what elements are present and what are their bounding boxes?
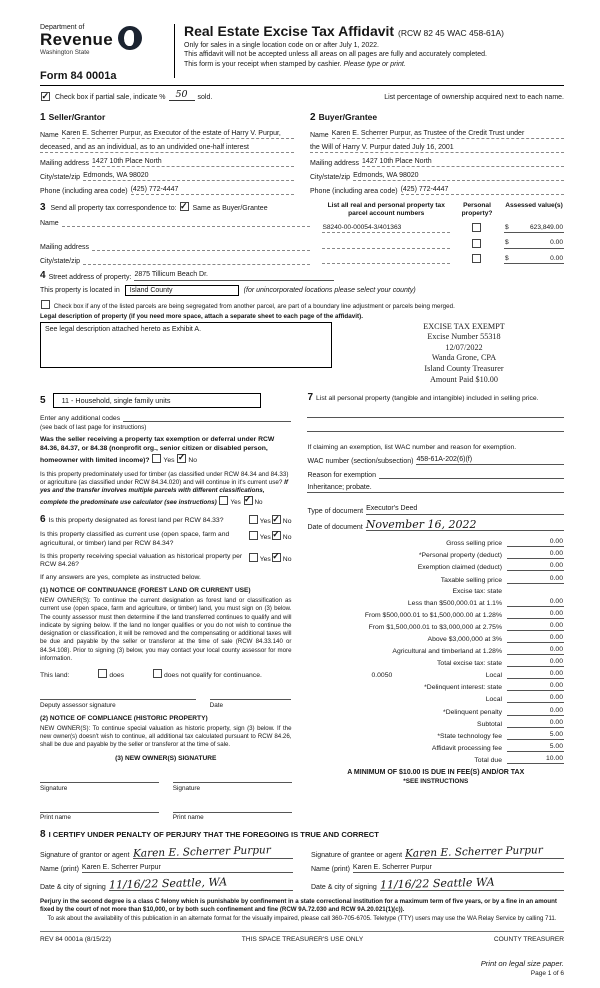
deputy-date-label: Date bbox=[209, 701, 224, 709]
correspondence-section bbox=[40, 202, 310, 265]
total-due-label: Total due bbox=[474, 756, 502, 764]
yes-label: Yes bbox=[259, 533, 271, 541]
title-text: Real Estate Excise Tax Affidavit bbox=[184, 23, 395, 39]
ownership-note: List percentage of ownership acquired next to each name. bbox=[384, 94, 564, 101]
stamp-exempt-line: EXCISE TAX EXEMPT bbox=[423, 321, 505, 331]
seller-title: Seller/Grantor bbox=[48, 112, 106, 122]
seller-phone-input[interactable]: (425) 772-4447 bbox=[131, 186, 294, 196]
exemption-claim-note: If claiming an exemption, list WAC number and reason for exemption. bbox=[307, 444, 517, 452]
footer-row bbox=[40, 931, 564, 943]
correspondence-city-label: City/state/zip bbox=[40, 257, 81, 265]
county-treasurer-label: COUNTY TREASURER bbox=[493, 935, 564, 943]
no-label: No bbox=[282, 533, 292, 541]
same-as-buyer-checkbox[interactable] bbox=[180, 202, 189, 211]
historic-no-checkbox[interactable] bbox=[272, 553, 281, 562]
legal-description-label: Legal description of property bbox=[40, 312, 128, 320]
located-in-label: This property is located in bbox=[40, 286, 120, 294]
section7-number: 7 bbox=[307, 392, 314, 404]
header-note-1: Only for sales in a single location code on or after July 1, 2022. bbox=[184, 41, 379, 49]
assessed-value-input[interactable] bbox=[504, 255, 564, 265]
print-legal-note: Print on legal size paper. bbox=[480, 958, 564, 968]
this-land-label: This land: bbox=[40, 672, 70, 680]
exemption-yes-checkbox[interactable] bbox=[152, 454, 161, 463]
parcel-row bbox=[322, 239, 564, 249]
current-use-no-checkbox[interactable] bbox=[272, 531, 281, 540]
certification-section bbox=[40, 830, 564, 891]
does-not-label: does not qualify for continuance. bbox=[164, 672, 262, 680]
header-note-3-text: This form is your receipt when stamped by cashier. bbox=[184, 60, 344, 68]
seller-name-input[interactable]: Karen E. Scherrer Purpur, as Executor of the estate of Harry V. Purpur, bbox=[62, 130, 294, 140]
current-use-question bbox=[40, 531, 291, 549]
minimum-due-note: A MINIMUM OF $10.00 IS DUE IN FEE(S) AND/OR TAX bbox=[347, 768, 525, 776]
timber-question-bold-text: If yes and the transfer involves multiple parcels with different classifications, complete the predominate use calculator (see instructions) bbox=[40, 479, 288, 506]
buyer-section bbox=[310, 102, 564, 195]
if-yes-note: If any answers are yes, complete as instructed below. bbox=[40, 574, 201, 582]
local-rate-row bbox=[307, 670, 564, 679]
fee-row bbox=[307, 682, 564, 691]
dollar-sign: $ bbox=[505, 223, 509, 231]
fee-row bbox=[307, 538, 564, 547]
fee-row bbox=[307, 622, 564, 631]
deputy-assessor-row bbox=[40, 689, 291, 709]
buyer-mailing-label: Mailing address bbox=[310, 160, 360, 167]
parcel-col-header: List all real and personal property tax parcel account numbers bbox=[327, 202, 445, 217]
certification-text: I CERTIFY UNDER PENALTY OF PERJURY THAT THE FOREGOING IS TRUE AND CORRECT bbox=[48, 830, 379, 840]
fee-row bbox=[307, 610, 564, 619]
alternate-format-notice: To ask about the availability of this publication in an alternate format for the visually impaired, please call 360-705-6705. Teletype (TTY) users may use the WA Relay Service by calling 711. bbox=[47, 915, 557, 923]
does-not-checkbox[interactable] bbox=[153, 669, 162, 678]
page-title bbox=[184, 24, 504, 39]
fee-label: Agricultural and timberland at 1.28% bbox=[392, 648, 502, 656]
parcel-number-input[interactable] bbox=[322, 255, 450, 265]
property-section bbox=[40, 271, 564, 386]
reason-exemption-label: Reason for exemption bbox=[307, 472, 376, 480]
correspondence-mailing-label: Mailing address bbox=[40, 243, 90, 251]
page-number: Page 1 of 6 bbox=[530, 969, 564, 977]
grantor-signature-label: Signature of grantor or agent bbox=[40, 852, 130, 860]
deputy-signature-input[interactable] bbox=[40, 689, 196, 700]
owner1-printname-input[interactable] bbox=[40, 802, 159, 813]
fee-value-input[interactable]: 0.00 bbox=[507, 550, 564, 559]
deputy-signature-label: Deputy assessor signature bbox=[40, 701, 116, 709]
fee-label: Gross selling price bbox=[446, 540, 502, 548]
certification-heading bbox=[40, 830, 564, 840]
section7-heading bbox=[307, 393, 564, 404]
correspondence-mailing-input[interactable] bbox=[92, 241, 310, 251]
fee-label: Local bbox=[485, 672, 502, 680]
buyer-city-label: City/state/zip bbox=[310, 174, 351, 181]
stamp-amount-paid: Amount Paid $10.00 bbox=[429, 374, 498, 384]
washington-profile-icon bbox=[118, 26, 142, 50]
partial-percent-input[interactable]: 50 bbox=[169, 89, 195, 101]
grantor-signature-block bbox=[40, 840, 293, 891]
buyer-phone-input[interactable]: (425) 772-4447 bbox=[401, 186, 564, 196]
grantee-signature-input[interactable] bbox=[404, 844, 564, 861]
fee-value-input[interactable]: 0.00 bbox=[507, 538, 564, 547]
fee-row bbox=[307, 646, 564, 655]
parcel-table bbox=[322, 202, 564, 265]
wac-number-input[interactable]: 458-61A-202(6)(f) bbox=[416, 456, 564, 466]
fee-row bbox=[307, 598, 564, 607]
left-column bbox=[40, 393, 291, 821]
fee-label: *State technology fee bbox=[437, 732, 502, 740]
fee-row bbox=[307, 658, 564, 667]
header-note-2: This affidavit will not be accepted unless all areas on all pages are fully and accurately completed. bbox=[184, 51, 487, 59]
forest-yes-checkbox[interactable] bbox=[249, 515, 258, 524]
see-instructions-note: *SEE INSTRUCTIONS bbox=[403, 777, 469, 785]
signature-label: Signature bbox=[40, 784, 68, 792]
owner1-signature-input[interactable] bbox=[40, 772, 159, 783]
fee-label: Above $3,000,000 at 3% bbox=[427, 636, 502, 644]
fee-value-input[interactable]: 0.00 bbox=[507, 575, 564, 584]
fee-value-input[interactable]: 0.00 bbox=[507, 658, 564, 667]
no-label: No bbox=[282, 518, 292, 526]
assessed-amount: 623,849.00 bbox=[529, 223, 563, 231]
seller-phone-label: Phone (including area code) bbox=[40, 188, 128, 195]
partial-sale-row bbox=[40, 89, 564, 101]
seller-heading bbox=[40, 107, 294, 125]
header-title-block bbox=[184, 24, 504, 69]
assessed-amount: 0.00 bbox=[550, 254, 563, 262]
land-qualify-row bbox=[40, 669, 291, 679]
grantor-printname-input[interactable]: Karen E. Scherrer Purpur bbox=[82, 864, 293, 874]
print-name-label: Print name bbox=[40, 814, 71, 822]
fee-label: *Personal property (deduct) bbox=[418, 552, 502, 560]
dollar-sign: $ bbox=[505, 239, 509, 247]
grantee-printname-label: Name (print) bbox=[311, 866, 350, 874]
reason-exemption-input[interactable] bbox=[379, 470, 564, 480]
parcel-row bbox=[322, 223, 564, 233]
buyer-mailing-input[interactable]: 1427 10th Place North bbox=[362, 158, 564, 168]
buyer-name-label: Name bbox=[310, 132, 329, 139]
treasurer-stamp bbox=[364, 322, 564, 386]
grantee-date-input[interactable] bbox=[379, 875, 564, 892]
assessed-value-input[interactable] bbox=[504, 239, 564, 249]
treasurer-space-label: THIS SPACE TREASURER'S USE ONLY bbox=[241, 935, 364, 943]
fee-label: Subtotal bbox=[477, 720, 502, 728]
personal-property-checkbox[interactable] bbox=[472, 239, 481, 248]
grantor-date-input[interactable] bbox=[108, 875, 293, 892]
personal-property-col-header: Personal property? bbox=[461, 202, 493, 217]
yes-label: Yes bbox=[259, 555, 271, 563]
correspondence-heading bbox=[40, 202, 310, 213]
document-date-label: Date of document bbox=[307, 524, 363, 532]
buyer-title: Buyer/Grantee bbox=[318, 112, 378, 122]
buyer-phone-label: Phone (including area code) bbox=[310, 188, 398, 195]
codes-instructions-note: (see back of last page for instructions) bbox=[40, 423, 147, 431]
yes-label: Yes bbox=[259, 518, 271, 526]
grantee-signature-block bbox=[311, 840, 564, 891]
legal-description-zone bbox=[40, 322, 564, 386]
buyer-heading bbox=[310, 107, 564, 125]
legal-description-sublabel: (if you need more space, attach a separate sheet to each page of the affidavit). bbox=[128, 312, 363, 320]
personal-property-input-line[interactable] bbox=[307, 423, 564, 433]
total-due-row bbox=[307, 755, 564, 764]
section4-number: 4 bbox=[40, 269, 46, 281]
parcel-number-input[interactable] bbox=[322, 239, 450, 249]
fee-label: Less than $500,000.01 at 1.1% bbox=[407, 599, 502, 607]
grantor-signature-input[interactable] bbox=[132, 844, 293, 861]
document-type-label: Type of document bbox=[307, 507, 364, 515]
grantor-date-script: 11/16/22 Seattle, WA bbox=[108, 875, 227, 892]
deputy-date-input[interactable] bbox=[210, 689, 292, 700]
local-rate-value: 0.0050 bbox=[371, 672, 393, 680]
dollar-sign: $ bbox=[505, 254, 509, 262]
document-date-input[interactable]: November 16, 2022 bbox=[366, 519, 564, 531]
seller-city-label: City/state/zip bbox=[40, 174, 81, 181]
buyer-name-input[interactable]: Karen E. Scherrer Purpur, as Trustee of the Credit Trust under bbox=[332, 130, 564, 140]
fee-label: *Delinquent interest: state bbox=[424, 684, 502, 692]
street-address-label: Street address of property: bbox=[48, 273, 132, 281]
fee-row bbox=[307, 634, 564, 643]
timber-question bbox=[40, 471, 291, 507]
fee-label: Exemption claimed (deduct) bbox=[417, 564, 502, 572]
section1-number: 1 bbox=[40, 112, 46, 123]
segregation-row bbox=[40, 300, 564, 310]
fee-row bbox=[307, 743, 564, 752]
fee-value-input[interactable]: 0.00 bbox=[507, 719, 564, 728]
forest-land-question-text: Is this property designated as forest land per RCW 84.33? bbox=[48, 517, 224, 525]
owner2-signature-input[interactable] bbox=[173, 772, 292, 783]
fee-row bbox=[307, 719, 564, 728]
county-note: (for unincorporated locations please select your county) bbox=[243, 286, 416, 294]
seller-mailing-label: Mailing address bbox=[40, 160, 90, 167]
partial-sale-checkbox[interactable] bbox=[41, 92, 50, 101]
fee-value-input[interactable]: 0.00 bbox=[507, 610, 564, 619]
grantor-signature-script: Karen E. Scherrer Purpur bbox=[132, 844, 271, 861]
right-column bbox=[307, 393, 564, 821]
revenue-logo-text bbox=[40, 24, 113, 56]
exemption-no-checkbox[interactable] bbox=[177, 454, 186, 463]
print-name-label: Print name bbox=[172, 814, 204, 822]
land-use-code-select[interactable]: 11 - Household, single family units bbox=[53, 393, 261, 408]
fee-label: Total excise tax: state bbox=[437, 660, 502, 668]
yes-label: Yes bbox=[230, 498, 241, 506]
notice-compliance-heading: (2) NOTICE OF COMPLIANCE (HISTORIC PROPERTY) bbox=[40, 714, 208, 722]
no-label: No bbox=[188, 456, 198, 464]
buyer-name-input-line2[interactable]: the Will of Harry V. Purpur dated July 16, 2001 bbox=[310, 144, 564, 154]
assessed-value-input[interactable] bbox=[504, 224, 564, 234]
fee-value-input[interactable]: 0.00 bbox=[507, 694, 564, 703]
grantor-date-label: Date & city of signing bbox=[40, 883, 106, 891]
correspondence-label: Send all property tax correspondence to: bbox=[50, 205, 177, 212]
stamp-date: 12/07/2022 bbox=[445, 342, 483, 352]
timber-question-text: Is this property predominately used for timber (as classified under RCW 84.34 and 84.33) or agriculture (as classified under RCW 84.34.020) and will continue in it's current use? bbox=[40, 470, 289, 487]
grantee-signature-label: Signature of grantee or agent bbox=[311, 852, 403, 860]
street-address-input[interactable]: 2875 Tillicum Beach Dr. bbox=[134, 271, 334, 281]
personal-property-intro: List all personal property (tangible and intangible) included in selling price. bbox=[316, 395, 539, 403]
parcel-number-input[interactable]: S8240-00-00054-3/401363 bbox=[322, 224, 450, 234]
dept-of-label: Department of bbox=[40, 24, 85, 31]
sold-label: sold. bbox=[197, 94, 213, 101]
additional-codes-label: Enter any additional codes bbox=[40, 415, 121, 423]
fee-value-input[interactable]: 0.00 bbox=[507, 670, 564, 679]
excise-tax-state-label: Excise tax: state bbox=[452, 587, 502, 595]
header-divider bbox=[174, 24, 175, 78]
header-rule bbox=[40, 85, 564, 86]
segregation-checkbox[interactable] bbox=[41, 300, 50, 309]
fee-value-input[interactable]: 5.00 bbox=[507, 731, 564, 740]
no-label: No bbox=[282, 555, 292, 563]
stamp-excise-number: Excise Number 55318 bbox=[427, 332, 501, 342]
buyer-city-input[interactable]: Edmonds, WA 98020 bbox=[353, 172, 564, 182]
exemption-question-text: Was the seller receiving a property tax exemption or deferral under RCW 84.36, 84.37, or 84.38 (nonprofit org., senior citizen or disabled person, homeowner with limited income)? bbox=[40, 435, 275, 464]
header-note-3 bbox=[184, 60, 504, 69]
owner2-printname-input[interactable] bbox=[173, 802, 292, 813]
fee-row bbox=[307, 731, 564, 740]
personal-property-checkbox[interactable] bbox=[472, 223, 481, 232]
notice-continuance-text: NEW OWNER(S): To continue the current designation as forest land or classification as current use (open space, farm and agriculture, or timber) land, you must sign on (3) below. The county assessor must then determine if the land transferred continues to qualify and will indicate by signing below. If the land no longer qualifies or you do not wish to continue the designation or classification, it will be removed and the compensating or additional taxes will be due and payable by the seller or transferor at the time of sale (RCW 84.33.140 or 84.34.108). Prior to signing (3) below, you may contact your local county assessor for more information. bbox=[40, 597, 292, 662]
correspondence-name-label: Name bbox=[40, 220, 59, 227]
form-number: Form 84 0001a bbox=[40, 70, 117, 82]
section5-heading bbox=[40, 393, 291, 408]
section2-number: 2 bbox=[310, 112, 316, 123]
seller-mailing-input[interactable]: 1427 10th Place North bbox=[92, 158, 294, 168]
current-use-question-text: Is this property classified as current use (open space, farm and agricultural, or timber) land per RCW 84.34? bbox=[40, 530, 230, 547]
forest-land-question bbox=[40, 515, 291, 527]
fee-row bbox=[307, 694, 564, 703]
fee-label: From $1,500,000.01 to $3,000,000 at 2.75% bbox=[368, 623, 502, 631]
perjury-notice: Perjury in the second degree is a class C felony which is punishable by confinement in a state correctional institution for a maximum term of five years, or by a fine in an amount fixed by the court of not more than $10,000, or by both such confinement and fine (RCW 9A.72.030 and RCW 9A.20.021(1)(c)). bbox=[40, 897, 557, 914]
owner-signature-row bbox=[40, 772, 291, 792]
fee-label: Affidavit processing fee bbox=[431, 744, 502, 752]
assessed-amount: 0.00 bbox=[550, 239, 563, 247]
seller-name-input-line2[interactable]: deceased, and as an individual, as to an undivided one-half interest bbox=[40, 144, 294, 154]
section3-number: 3 bbox=[40, 202, 46, 213]
grantee-signature-script: Karen E. Scherrer Purpur bbox=[404, 844, 544, 861]
fee-value-input[interactable]: 0.00 bbox=[507, 707, 564, 716]
seller-name-label: Name bbox=[40, 132, 59, 139]
section5-number: 5 bbox=[40, 394, 46, 406]
washington-state-label: Washington State bbox=[40, 49, 90, 56]
personal-property-input-line[interactable] bbox=[307, 409, 564, 419]
additional-codes-input[interactable] bbox=[123, 413, 291, 423]
fee-heading-row bbox=[307, 587, 564, 595]
seller-section bbox=[40, 102, 294, 195]
fee-value-input[interactable]: 0.00 bbox=[507, 562, 564, 571]
historic-question bbox=[40, 553, 291, 571]
parcel-table-header bbox=[322, 202, 564, 218]
grantor-printname-label: Name (print) bbox=[40, 866, 79, 874]
section8-number: 8 bbox=[40, 829, 46, 841]
no-label: No bbox=[254, 498, 263, 506]
timber-yes-checkbox[interactable] bbox=[219, 496, 228, 505]
fee-value-input[interactable]: 0.00 bbox=[507, 682, 564, 691]
fee-label: Local bbox=[485, 696, 502, 704]
revenue-wordmark: Revenue bbox=[40, 30, 113, 49]
signature-label: Signature bbox=[172, 784, 201, 792]
legal-description-text: See legal description attached hereto as Exhibit A. bbox=[45, 325, 202, 333]
county-row bbox=[40, 285, 564, 296]
correspondence-city-input[interactable] bbox=[83, 255, 310, 265]
fee-row bbox=[307, 575, 564, 584]
revenue-logo bbox=[40, 24, 172, 56]
historic-yes-checkbox[interactable] bbox=[249, 553, 258, 562]
county-select[interactable]: Island County bbox=[125, 285, 239, 296]
rev-number: REV 84 0001a (8/15/22) bbox=[40, 935, 112, 943]
fee-row bbox=[307, 562, 564, 571]
fee-row bbox=[307, 707, 564, 716]
forest-no-checkbox[interactable] bbox=[272, 515, 281, 524]
grantee-printname-input[interactable]: Karen E. Scherrer Purpur bbox=[353, 864, 564, 874]
total-due-value[interactable]: 10.00 bbox=[507, 755, 564, 764]
document-type-input[interactable]: Executor's Deed bbox=[366, 505, 564, 515]
parcel-row bbox=[322, 254, 564, 264]
yes-label: Yes bbox=[163, 456, 175, 464]
stamp-treasurer-name: Wanda Grone, CPA bbox=[431, 353, 497, 363]
fee-row bbox=[307, 550, 564, 559]
new-owner-signature-heading: (3) NEW OWNER(S) SIGNATURE bbox=[115, 755, 217, 763]
fee-value-input[interactable]: 0.00 bbox=[507, 634, 564, 643]
title-rcw: (RCW 82 45 WAC 458-61A) bbox=[397, 28, 504, 38]
fee-value-input[interactable]: 5.00 bbox=[507, 743, 564, 752]
historic-question-text: Is this property receiving special valuation as historical property per RCW 84.26? bbox=[40, 552, 243, 569]
partial-sale-label: Check box if partial sale, indicate % bbox=[55, 94, 166, 101]
notice-compliance-text: NEW OWNER(S): To continue special valuation as historic property, sign (3) below. If the new owner(s) doesn't wish to continue, all additional tax calculated pursuant to RCW 84.26, shall be due and payable by the seller or transferor at the time of sale. bbox=[40, 724, 292, 749]
stamp-treasurer-title: Island County Treasurer bbox=[424, 364, 504, 374]
grantee-date-label: Date & city of signing bbox=[311, 883, 377, 891]
same-as-buyer-label: Same as Buyer/Grantee bbox=[192, 205, 268, 212]
personal-property-checkbox[interactable] bbox=[472, 254, 481, 263]
fee-value-input[interactable]: 0.00 bbox=[507, 598, 564, 607]
type-or-print-note: Please type or print. bbox=[343, 60, 406, 68]
fee-label: *Delinquent penalty bbox=[443, 708, 502, 716]
grantee-date-script: 11/16/22 Seattle WA bbox=[379, 875, 495, 892]
wac-number-label: WAC number (section/subsection) bbox=[307, 458, 414, 466]
exemption-question bbox=[40, 436, 291, 466]
does-checkbox[interactable] bbox=[98, 669, 107, 678]
legal-description-box[interactable] bbox=[40, 322, 332, 368]
legal-description-label-row bbox=[40, 313, 564, 320]
fee-value-input[interactable]: 0.00 bbox=[507, 646, 564, 655]
correspondence-name-input[interactable] bbox=[62, 218, 311, 228]
segregation-label: Check box if any of the listed parcels are being segregated from another parcel, are part of a boundary line adjustment or parcels being merged. bbox=[53, 302, 455, 310]
notice-continuance-heading: (1) NOTICE OF CONTINUANCE (FOREST LAND OR CURRENT USE) bbox=[40, 587, 251, 595]
current-use-yes-checkbox[interactable] bbox=[249, 531, 258, 540]
fee-label: From $500,000.01 to $1,500,000.00 at 1.28% bbox=[364, 611, 502, 619]
fee-label: Taxable selling price bbox=[440, 576, 502, 584]
fee-value-input[interactable]: 0.00 bbox=[507, 622, 564, 631]
reason-exemption-value-line[interactable]: Inheritance; probate. bbox=[307, 484, 564, 494]
assessed-value-col-header: Assessed value(s) bbox=[505, 202, 563, 209]
does-label: does bbox=[109, 672, 125, 680]
section6-number: 6 bbox=[40, 514, 46, 526]
seller-city-input[interactable]: Edmonds, WA 98020 bbox=[83, 172, 294, 182]
timber-no-checkbox[interactable] bbox=[244, 496, 253, 505]
owner-printname-row bbox=[40, 802, 291, 822]
